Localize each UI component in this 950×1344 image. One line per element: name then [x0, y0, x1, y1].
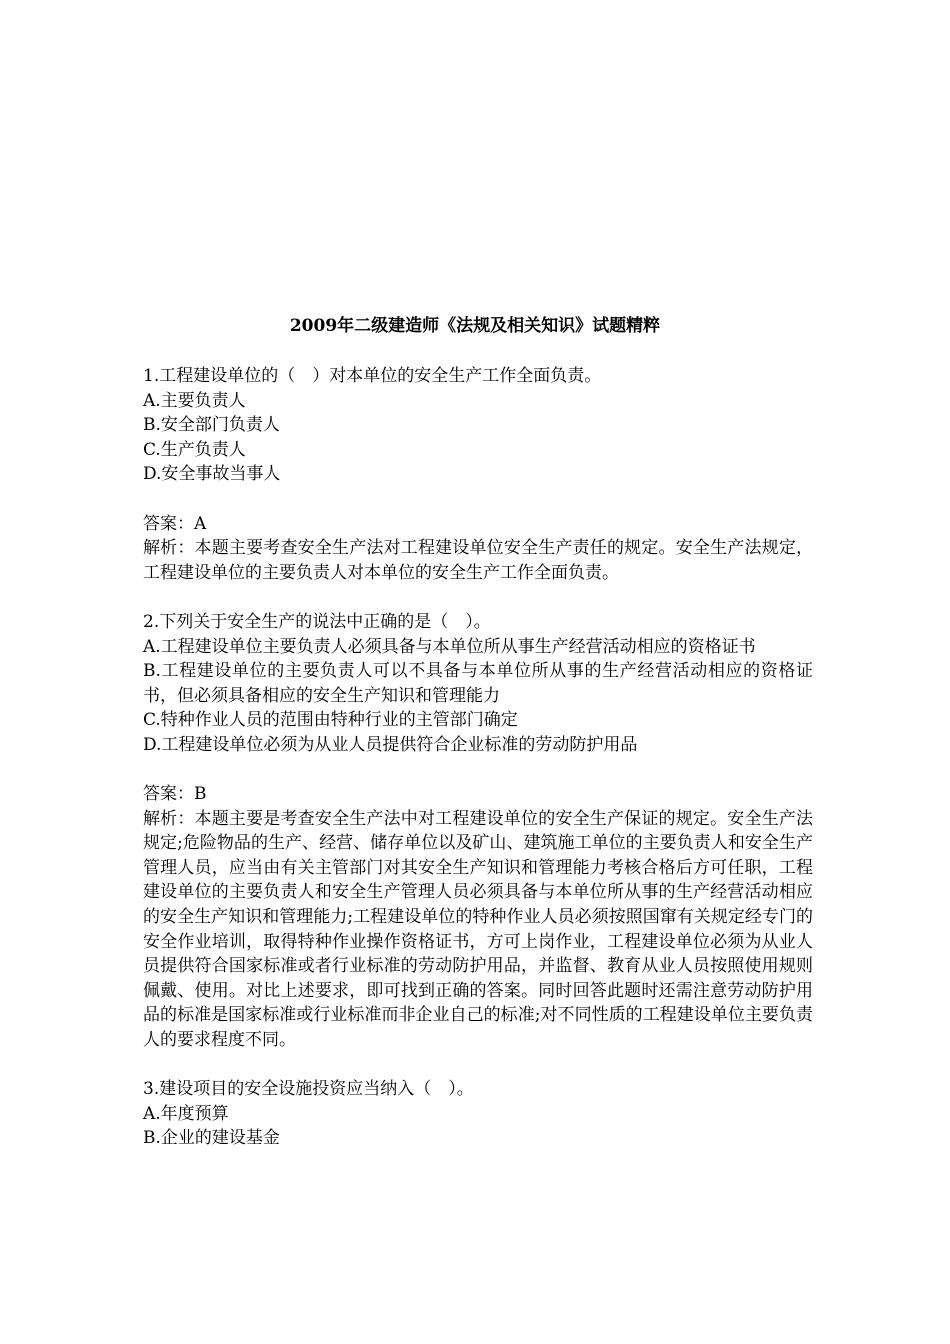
spacer: [143, 1053, 813, 1078]
question-2-option-d: D.工程建设单位必须为从业人员提供符合企业标准的劳动防护用品: [143, 734, 638, 755]
question-3-stem: 3.建设项目的安全设施投资应当纳入（ ）。: [143, 1079, 474, 1100]
question-1-option-d: D.安全事故当事人: [143, 464, 281, 485]
question-1-answer: 答案：A: [143, 513, 207, 534]
question-2-option-b: B.工程建设单位的主要负责人可以不具备与本单位所从事的生产经营活动相应的资格证书，但必须具备相应的安全生产知识和管理能力: [143, 661, 813, 706]
question-3-option-a: A.年度预算: [143, 1103, 229, 1124]
question-2-analysis: 解析：本题主要是考查安全生产法中对工程建设单位的安全生产保证的规定。安全生产法规定;危险物品的生产、经营、储存单位以及矿山、建筑施工单位的主要负责人和安全生产管理人员，应当由有关主管部门对其安全生产知识和管理能力考核合格后方可任职，工程建设单位的主要负责人和安全生产管理人员必须具备与本单位所从事的生产经营活动相应的安全生产知识和管理能力;工程建设单位的特种作业人员必须按照国窜有关规定经专门的安全作业培训，取得特种作业操作资格证书，方可上岗作业，工程建设单位必须为从业人员提供符合国家标准或者行业标准的劳动防护用品，并监督、教育从业人员按照使用规则佩戴、使用。对比上述要求，即可找到正确的答案。同时回答此题时还需注意劳动防护用品的标准是国家标准或行业标准而非企业自己的标准;对不同性质的工程建设单位主要负责人的要求程度不同。: [143, 808, 813, 1051]
question-2: [143, 610, 813, 1053]
document-body: [143, 364, 813, 1151]
question-1-option-b: B.安全部门负责人: [143, 415, 280, 436]
question-2-option-a: A.工程建设单位主要负责人必须具备与本单位所从事生产经营活动相应的资格证书: [143, 636, 756, 657]
question-1-option-a: A.主要负责人: [143, 390, 246, 411]
document-title: 2009年二级建造师《法规及相关知识》试题精粹: [289, 316, 661, 336]
question-2-stem: 2.下列关于安全生产的说法中正确的是（ ）。: [143, 611, 491, 632]
question-1: [143, 364, 813, 585]
question-3: [143, 1077, 813, 1151]
question-3-option-b: B.企业的建设基金: [143, 1128, 280, 1149]
question-2-answer: 答案：B: [143, 784, 207, 805]
spacer: [143, 585, 813, 610]
question-2-option-c: C.特种作业人员的范围由特种行业的主管部门确定: [143, 710, 518, 731]
spacer: [143, 758, 813, 783]
spacer: [143, 487, 813, 512]
question-1-analysis: 解析：本题主要考查安全生产法对工程建设单位安全生产责任的规定。安全生产法规定，工程建设单位的主要负责人对本单位的安全生产工作全面负责。: [143, 538, 813, 583]
question-1-stem: 1.工程建设单位的（ ）对本单位的安全生产工作全面负责。: [143, 366, 602, 386]
question-1-option-c: C.生产负责人: [143, 439, 246, 460]
